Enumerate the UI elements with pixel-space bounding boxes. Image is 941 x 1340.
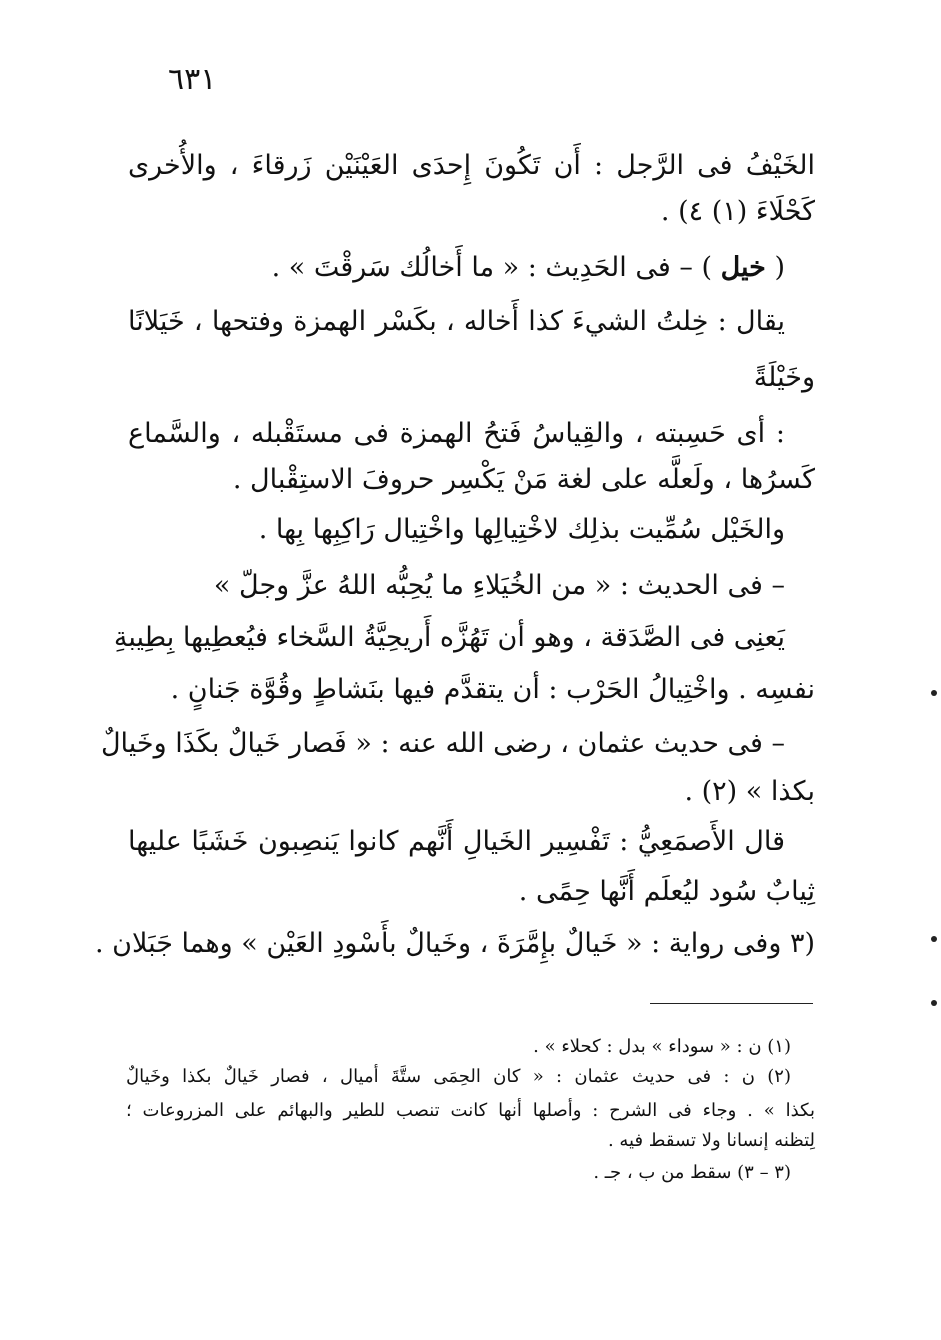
text-line: يَعنِى فى الصَّدَقة ، وهو أن تَهُزَّه أَريحِيَّةُ السَّخاء فيُعطِيها بِطِيبةِ (113, 622, 785, 653)
text-line-heading: ( خيل ) – فى الحَدِيث : « ما أَخالُك سَرقْتَ » . (271, 252, 785, 283)
text-line: نفسِه . واخْتِيالُ الحَرْب : أن يتقدَّم فيها بنَشاطٍ وقُوَّة جَنانٍ . (170, 674, 815, 705)
footnote-line: (٢) ن : فى حديث عثمان : « كان الحِمَى ستَّةَ أميال ، فصار خَيالٌ بكذا وخَيالٌ (126, 1066, 791, 1087)
text-line: ثِيابٌ سُود ليُعلَم أَنَّها حِمًى . (518, 876, 815, 907)
margin-dot (931, 690, 937, 696)
text-line: (٣ وفى رواية : « خَيالٌ بإِمَّرَةَ ، وخَيالٌ بأَسْودِ العَيْن » وهما جَبَلان . (95, 928, 815, 959)
text-line: الخَيْفُ فى الرَّجل : أَن تَكُونَ إِحدَى العَيْنَيْن زَرقاءَ ، والأُخرى (128, 150, 815, 181)
text-line: وخَيْلَةً (753, 362, 815, 393)
footnote-line: (٣ – ٣) سقط من ب ، جـ . (593, 1162, 791, 1183)
footnote-line: لِتظنه إنسانا ولا تسقط فيه . (607, 1130, 815, 1151)
margin-dot (931, 1000, 937, 1006)
text-line: كَسرُها ، ولَعلَّه على لغة مَنْ يَكْسِر حروفَ الاستِقْبال . (232, 464, 815, 495)
footnote-separator (650, 1003, 813, 1004)
text-line: بكذا » (٢) . (684, 776, 815, 807)
text-line: – فى الحديث : « من الخُيَلاءِ ما يُحِبُّه اللهُ عزَّ وجلّ » (213, 570, 785, 601)
text-line: يقال : خِلتُ الشيءَ كذا أَخاله ، بكَسْر الهمزة وفتحها ، خَيَلانًا (128, 306, 785, 337)
entry-headword: خيل (720, 252, 766, 283)
text-line: : أى حَسِبته ، والقِياسُ فَتحُ الهمزة فى مستَقْبله ، والسَّماع (128, 418, 785, 449)
page-number: ٦٣١ (168, 62, 217, 97)
text-line: كَحْلَاءَ (١) ٤) . (660, 196, 815, 227)
footnote-line: (١) ن : « سوداء » بدل : كحلاء » . (533, 1036, 791, 1057)
margin-dot (931, 936, 937, 942)
text-line: – فى حديث عثمان ، رضى الله عنه : « فَصار خَيالٌ بكَذَا وخَيالٌ (100, 728, 785, 759)
text-line: والخَيْل سُمِّيت بذلِك لاخْتِيالِها واخْتِيال رَاكِبِها بِها . (258, 514, 785, 545)
text-line: قال الأَصمَعِيُّ : تَفْسِير الخَيالِ أَنَّهم كانوا يَنصِبون خَشَبًا عليها (128, 826, 785, 857)
footnote-line: بكذا » . وجاء فى الشرح : وأصلها أنها كانت تنصب للطير والبهائم على المزروعات ؛ (126, 1100, 815, 1121)
